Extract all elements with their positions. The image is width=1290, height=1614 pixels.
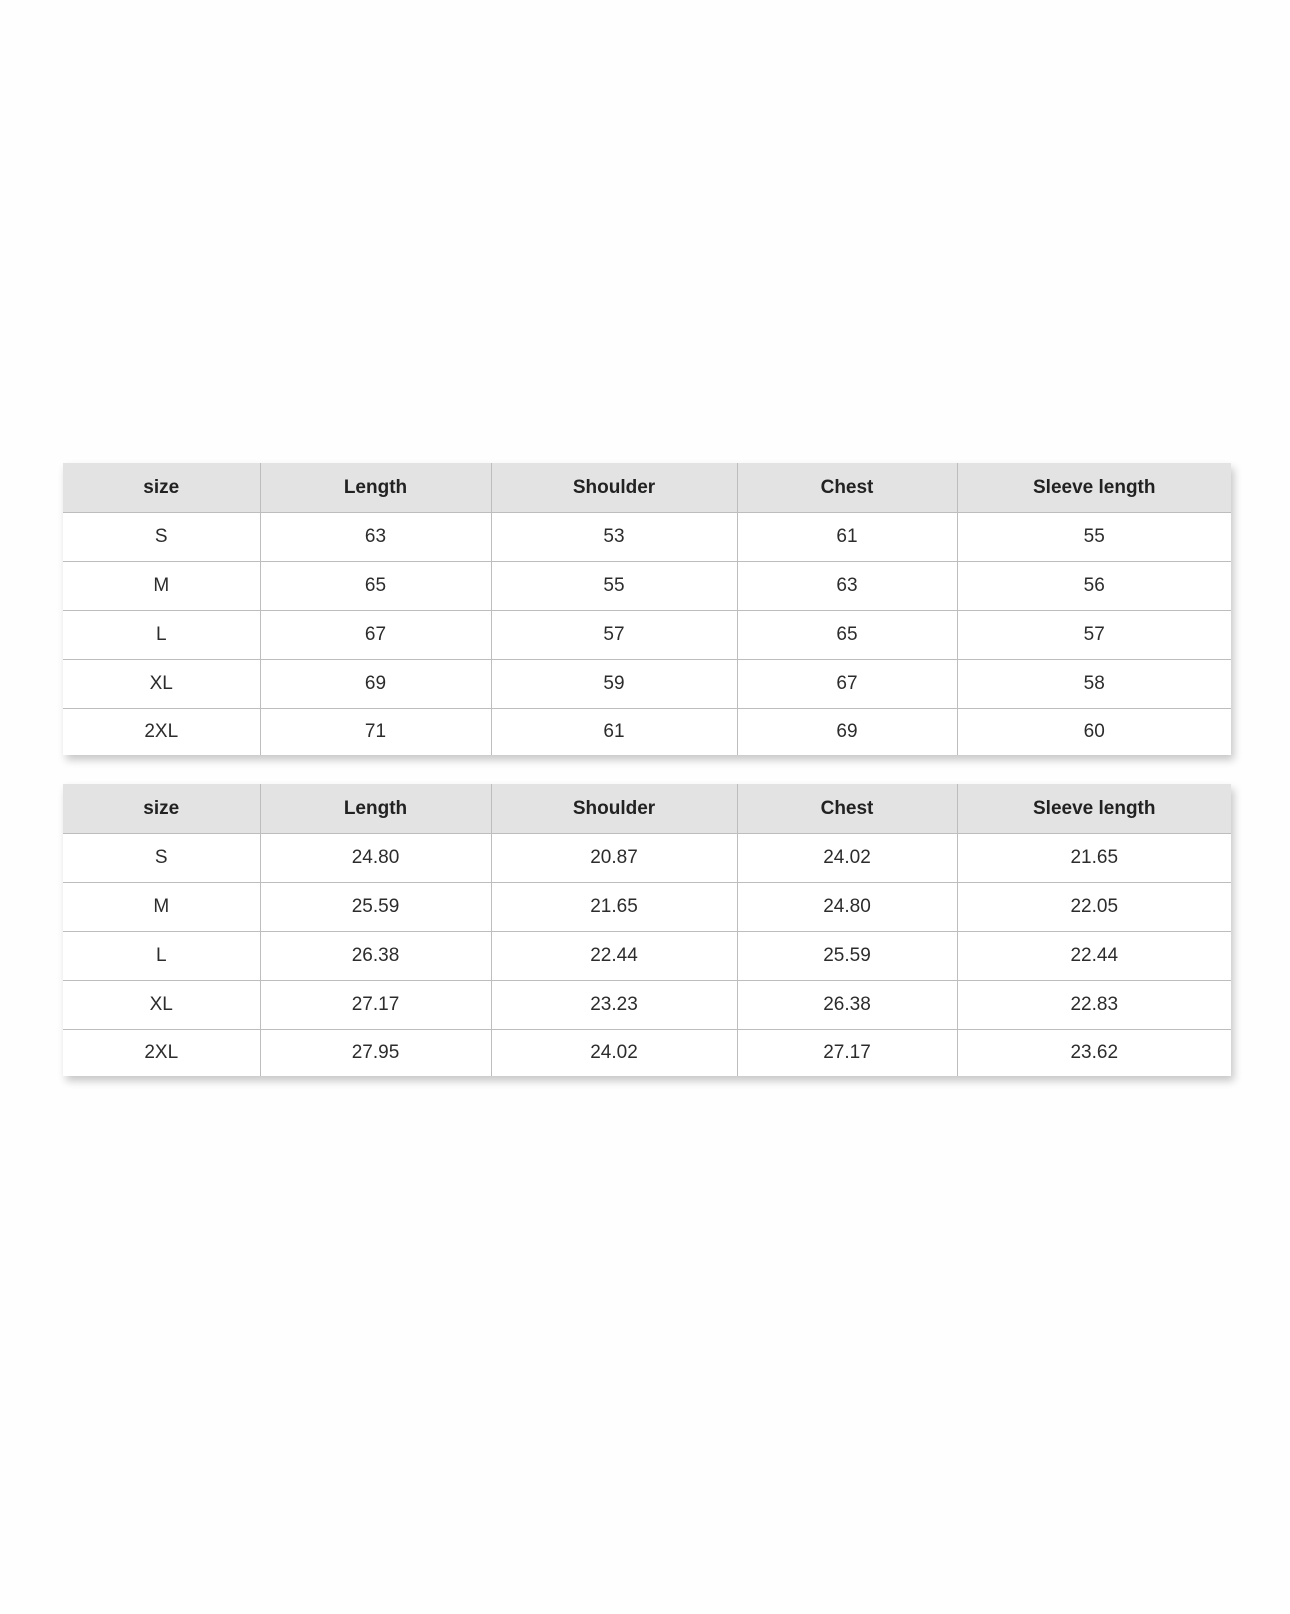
table-cell: 26.38 xyxy=(737,981,957,1030)
size-chart-table-cm xyxy=(63,463,1231,755)
table-cell: L xyxy=(63,932,260,981)
table-cell: 20.87 xyxy=(491,834,737,883)
table-cell: 22.44 xyxy=(491,932,737,981)
table-cell: 57 xyxy=(957,611,1231,660)
table-cell: 25.59 xyxy=(260,883,491,932)
table-cell: 55 xyxy=(491,562,737,611)
table-cell: 67 xyxy=(737,660,957,709)
table-cell: 67 xyxy=(260,611,491,660)
table-cell: 22.05 xyxy=(957,883,1231,932)
column-header-chest: Chest xyxy=(737,784,957,834)
table-cell: 63 xyxy=(737,562,957,611)
table-cell: 60 xyxy=(957,709,1231,756)
table-cell: S xyxy=(63,834,260,883)
table-cell: 65 xyxy=(737,611,957,660)
table-cell: 2XL xyxy=(63,709,260,756)
table-cell: 24.80 xyxy=(260,834,491,883)
table-cell: 56 xyxy=(957,562,1231,611)
table-cell: 71 xyxy=(260,709,491,756)
table-cell: XL xyxy=(63,981,260,1030)
table-cell: 22.44 xyxy=(957,932,1231,981)
table-cell: 24.80 xyxy=(737,883,957,932)
table-cell: 23.62 xyxy=(957,1030,1231,1077)
table-cell: 58 xyxy=(957,660,1231,709)
table-cell: 63 xyxy=(260,513,491,562)
table-row xyxy=(63,660,1231,709)
column-header-shoulder: Shoulder xyxy=(491,463,737,513)
table-cell: 57 xyxy=(491,611,737,660)
column-header-sleeve-length: Sleeve length xyxy=(957,463,1231,513)
column-header-sleeve-length: Sleeve length xyxy=(957,784,1231,834)
column-header-size: size xyxy=(63,784,260,834)
table-cell: 55 xyxy=(957,513,1231,562)
table-cell: 27.95 xyxy=(260,1030,491,1077)
table-cell: 69 xyxy=(737,709,957,756)
table-cell: 61 xyxy=(737,513,957,562)
table-cell: 25.59 xyxy=(737,932,957,981)
table-row xyxy=(63,513,1231,562)
table-row xyxy=(63,562,1231,611)
table-cell: 2XL xyxy=(63,1030,260,1077)
table-row xyxy=(63,981,1231,1030)
table-cell: M xyxy=(63,883,260,932)
table-cell: 65 xyxy=(260,562,491,611)
table-row xyxy=(63,883,1231,932)
table-cell: 21.65 xyxy=(491,883,737,932)
column-header-size: size xyxy=(63,463,260,513)
table-cell: 22.83 xyxy=(957,981,1231,1030)
table-cell: S xyxy=(63,513,260,562)
column-header-chest: Chest xyxy=(737,463,957,513)
table-header-row xyxy=(63,463,1231,513)
table-cell: 26.38 xyxy=(260,932,491,981)
table-cell: 69 xyxy=(260,660,491,709)
table-cell: 53 xyxy=(491,513,737,562)
table-cell: 23.23 xyxy=(491,981,737,1030)
table-cell: M xyxy=(63,562,260,611)
table-row xyxy=(63,834,1231,883)
table-cell: 27.17 xyxy=(737,1030,957,1077)
table-row xyxy=(63,709,1231,756)
table-cell: 61 xyxy=(491,709,737,756)
column-header-shoulder: Shoulder xyxy=(491,784,737,834)
table-cell: L xyxy=(63,611,260,660)
size-chart-table-inch xyxy=(63,784,1231,1076)
table-cell: 24.02 xyxy=(737,834,957,883)
table-cell: 24.02 xyxy=(491,1030,737,1077)
table-header-row xyxy=(63,784,1231,834)
table-row xyxy=(63,1030,1231,1077)
table-cell: XL xyxy=(63,660,260,709)
table-cell: 27.17 xyxy=(260,981,491,1030)
table-row xyxy=(63,611,1231,660)
table-cell: 21.65 xyxy=(957,834,1231,883)
table-cell: 59 xyxy=(491,660,737,709)
table-row xyxy=(63,932,1231,981)
column-header-length: Length xyxy=(260,784,491,834)
column-header-length: Length xyxy=(260,463,491,513)
